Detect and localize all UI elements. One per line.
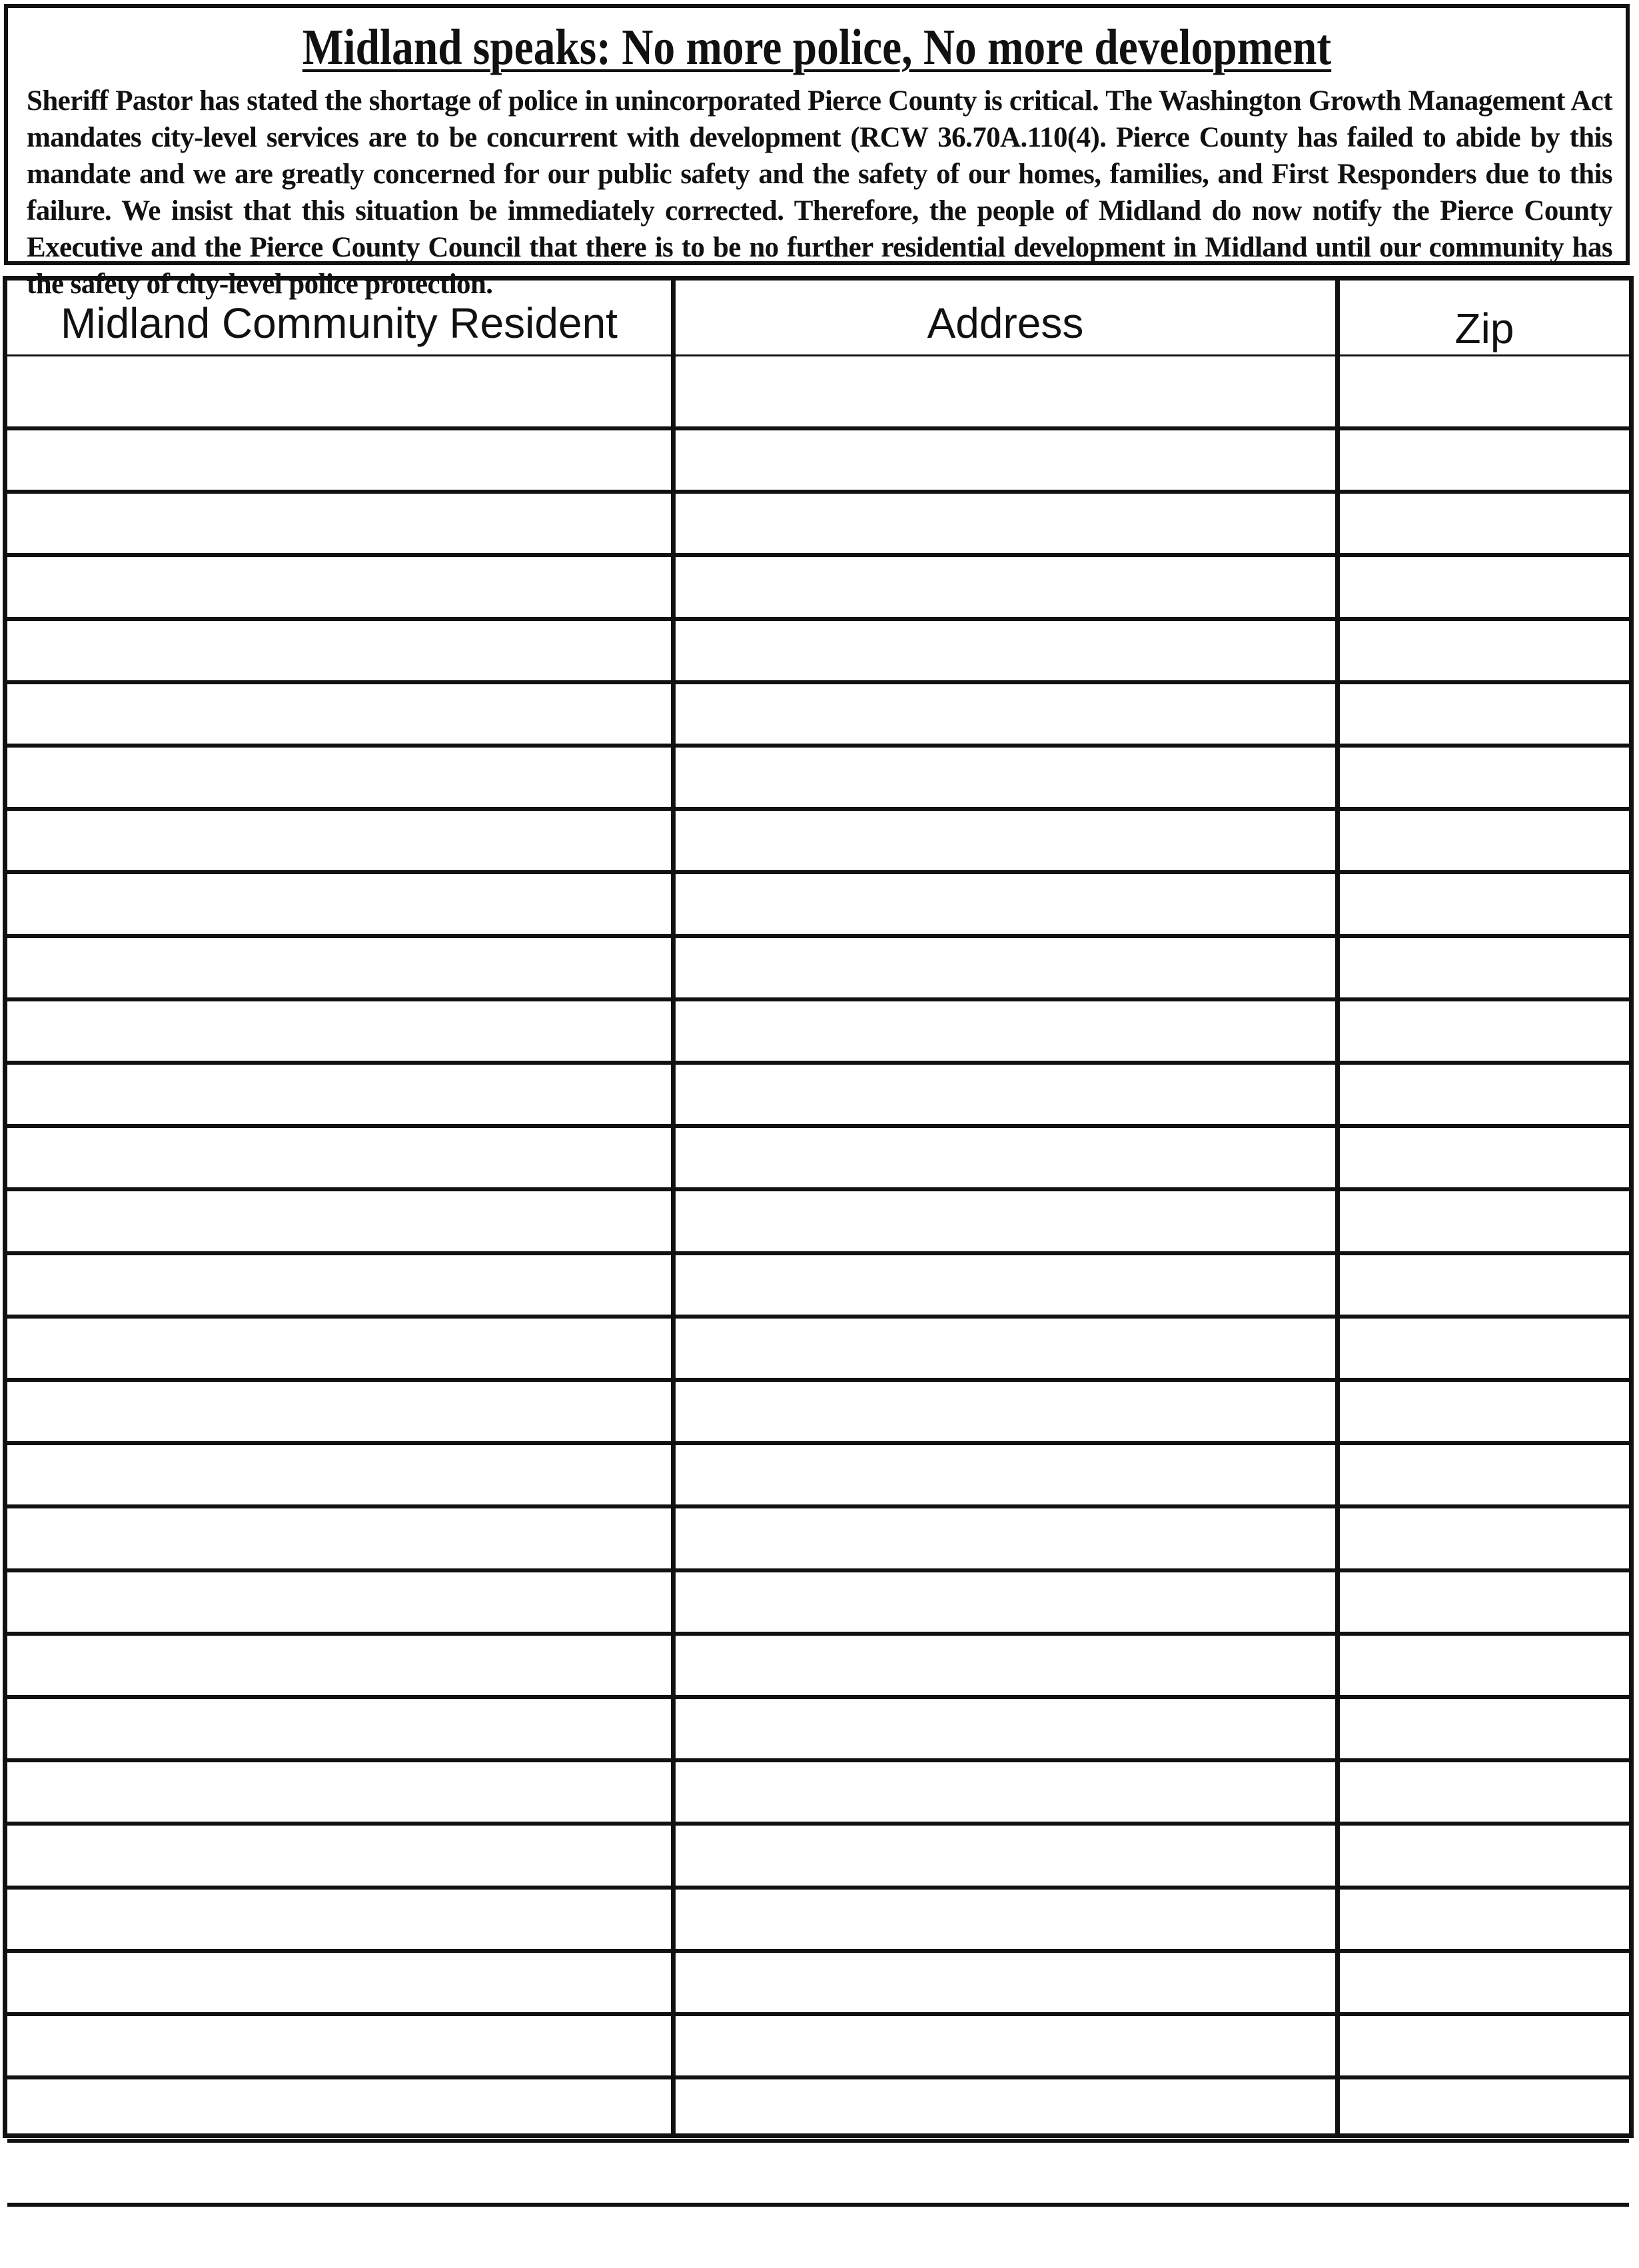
address-cell[interactable]	[676, 356, 1335, 428]
resident-cell[interactable]	[7, 492, 671, 555]
address-cell[interactable]	[676, 682, 1335, 746]
signature-row	[7, 1126, 1629, 1189]
zip-cell[interactable]	[1340, 1443, 1629, 1506]
address-cell[interactable]	[676, 492, 1335, 555]
address-cell[interactable]	[676, 1760, 1335, 1824]
signature-row	[7, 619, 1629, 682]
signature-row	[7, 2141, 1629, 2204]
resident-cell[interactable]	[7, 2141, 671, 2204]
resident-cell[interactable]	[7, 1888, 671, 1951]
address-cell[interactable]	[676, 1951, 1335, 2014]
address-cell[interactable]	[676, 1253, 1335, 1317]
signature-row	[7, 1063, 1629, 1126]
resident-cell[interactable]	[7, 1380, 671, 1443]
zip-cell[interactable]	[1340, 1317, 1629, 1380]
signature-row	[7, 1189, 1629, 1253]
address-cell[interactable]	[676, 2014, 1335, 2077]
resident-cell[interactable]	[7, 428, 671, 492]
petition-statement: Sheriff Pastor has stated the shortage of police in unincorporated Pierce County is critical. The Washington Growth Management Act mandates city-level services are to be concurrent with development (RCW 36.70A.110(4). Pierce County has failed to abide by this mandate and we are greatly concerned for our public safety and the safety of our homes, families, and First Responders due to this failure. We insist that this situation be immediately corrected. Therefore, the people of Midland do now notify the Pierce County Executive and the Pierce County Council that there is to be no further residential development in Midland until our community has the safety of city-level police protection.	[27, 85, 1612, 300]
zip-cell[interactable]	[1340, 1760, 1629, 1824]
address-cell[interactable]	[676, 1634, 1335, 1697]
signature-row	[7, 1506, 1629, 1570]
signature-row	[7, 872, 1629, 935]
resident-cell[interactable]	[7, 2077, 671, 2141]
address-cell[interactable]	[676, 1380, 1335, 1443]
address-cell[interactable]	[676, 1063, 1335, 1126]
address-cell[interactable]	[676, 1126, 1335, 1189]
zip-cell[interactable]	[1340, 2014, 1629, 2077]
address-cell[interactable]	[676, 809, 1335, 872]
resident-cell[interactable]	[7, 746, 671, 809]
resident-cell[interactable]	[7, 682, 671, 746]
zip-cell[interactable]	[1340, 2077, 1629, 2141]
zip-cell[interactable]	[1340, 1506, 1629, 1570]
resident-cell[interactable]	[7, 1570, 671, 1634]
signature-row	[7, 1888, 1629, 1951]
address-cell[interactable]	[676, 555, 1335, 618]
signature-row	[7, 1951, 1629, 2014]
signature-row	[7, 809, 1629, 872]
resident-cell[interactable]	[7, 1443, 671, 1506]
zip-cell[interactable]	[1340, 746, 1629, 809]
signature-table	[3, 276, 1634, 2138]
zip-cell[interactable]	[1340, 1697, 1629, 1760]
resident-cell[interactable]	[7, 1063, 671, 1126]
zip-cell[interactable]	[1340, 1063, 1629, 1126]
resident-cell[interactable]	[7, 999, 671, 1063]
signature-row	[7, 1380, 1629, 1443]
zip-cell[interactable]	[1340, 2205, 1629, 2268]
zip-cell[interactable]	[1340, 619, 1629, 682]
address-cell[interactable]	[676, 619, 1335, 682]
signature-row	[7, 936, 1629, 999]
signature-row	[7, 1760, 1629, 1824]
zip-cell[interactable]	[1340, 1951, 1629, 2014]
address-cell[interactable]	[676, 1888, 1335, 1951]
address-cell[interactable]	[676, 1189, 1335, 1253]
zip-cell[interactable]	[1340, 1189, 1629, 1253]
signature-row	[7, 356, 1629, 428]
signature-row	[7, 492, 1629, 555]
zip-cell[interactable]	[1340, 809, 1629, 872]
zip-cell[interactable]	[1340, 1253, 1629, 1317]
address-cell[interactable]	[676, 428, 1335, 492]
signature-row	[7, 746, 1629, 809]
address-cell[interactable]	[676, 2205, 1335, 2268]
resident-cell[interactable]	[7, 1253, 671, 1317]
signature-row	[7, 2077, 1629, 2141]
address-cell[interactable]	[676, 2141, 1335, 2204]
address-cell[interactable]	[676, 936, 1335, 999]
column-header-address: Address	[927, 299, 1084, 347]
resident-cell[interactable]	[7, 1951, 671, 2014]
address-cell[interactable]	[676, 1506, 1335, 1570]
signature-row	[7, 1443, 1629, 1506]
zip-cell[interactable]	[1340, 1126, 1629, 1189]
signature-row	[7, 1253, 1629, 1317]
resident-cell[interactable]	[7, 555, 671, 618]
zip-cell[interactable]	[1340, 1634, 1629, 1697]
signature-row	[7, 1570, 1629, 1634]
address-cell[interactable]	[676, 1697, 1335, 1760]
zip-cell[interactable]	[1340, 999, 1629, 1063]
resident-cell[interactable]	[7, 1824, 671, 1887]
address-cell[interactable]	[676, 1570, 1335, 1634]
address-cell[interactable]	[676, 2077, 1335, 2141]
resident-cell[interactable]	[7, 2014, 671, 2077]
zip-cell[interactable]	[1340, 936, 1629, 999]
signature-row	[7, 1824, 1629, 1887]
resident-cell[interactable]	[7, 872, 671, 935]
address-cell[interactable]	[676, 746, 1335, 809]
zip-cell[interactable]	[1340, 356, 1629, 428]
signature-row	[7, 999, 1629, 1063]
resident-cell[interactable]	[7, 619, 671, 682]
zip-cell[interactable]	[1340, 428, 1629, 492]
resident-cell[interactable]	[7, 1760, 671, 1824]
signature-row	[7, 555, 1629, 618]
zip-cell[interactable]	[1340, 1570, 1629, 1634]
petition-title: Midland speaks: No more police, No more development	[302, 19, 1332, 75]
signature-row	[7, 1697, 1629, 1760]
signature-row	[7, 682, 1629, 746]
resident-cell[interactable]	[7, 1317, 671, 1380]
zip-cell[interactable]	[1340, 2141, 1629, 2204]
address-cell[interactable]	[676, 1317, 1335, 1380]
resident-cell[interactable]	[7, 1126, 671, 1189]
resident-cell[interactable]	[7, 1189, 671, 1253]
signature-row	[7, 2014, 1629, 2077]
resident-cell[interactable]	[7, 2205, 671, 2268]
zip-cell[interactable]	[1340, 1824, 1629, 1887]
column-header-zip: Zip	[1454, 304, 1514, 352]
signature-row	[7, 2205, 1629, 2268]
zip-cell[interactable]	[1340, 1888, 1629, 1951]
petition-header	[4, 4, 1630, 300]
signature-row	[7, 1317, 1629, 1380]
zip-cell[interactable]	[1340, 682, 1629, 746]
resident-cell[interactable]	[7, 356, 671, 428]
column-header-resident: Midland Community Resident	[61, 299, 618, 347]
address-cell[interactable]	[676, 999, 1335, 1063]
zip-cell[interactable]	[1340, 555, 1629, 618]
address-cell[interactable]	[676, 872, 1335, 935]
resident-cell[interactable]	[7, 936, 671, 999]
signature-row	[7, 1634, 1629, 1697]
zip-cell[interactable]	[1340, 872, 1629, 935]
resident-cell[interactable]	[7, 1506, 671, 1570]
zip-cell[interactable]	[1340, 492, 1629, 555]
address-cell[interactable]	[676, 1443, 1335, 1506]
address-cell[interactable]	[676, 1824, 1335, 1887]
resident-cell[interactable]	[7, 809, 671, 872]
resident-cell[interactable]	[7, 1697, 671, 1760]
zip-cell[interactable]	[1340, 1380, 1629, 1443]
resident-cell[interactable]	[7, 1634, 671, 1697]
signature-row	[7, 428, 1629, 492]
